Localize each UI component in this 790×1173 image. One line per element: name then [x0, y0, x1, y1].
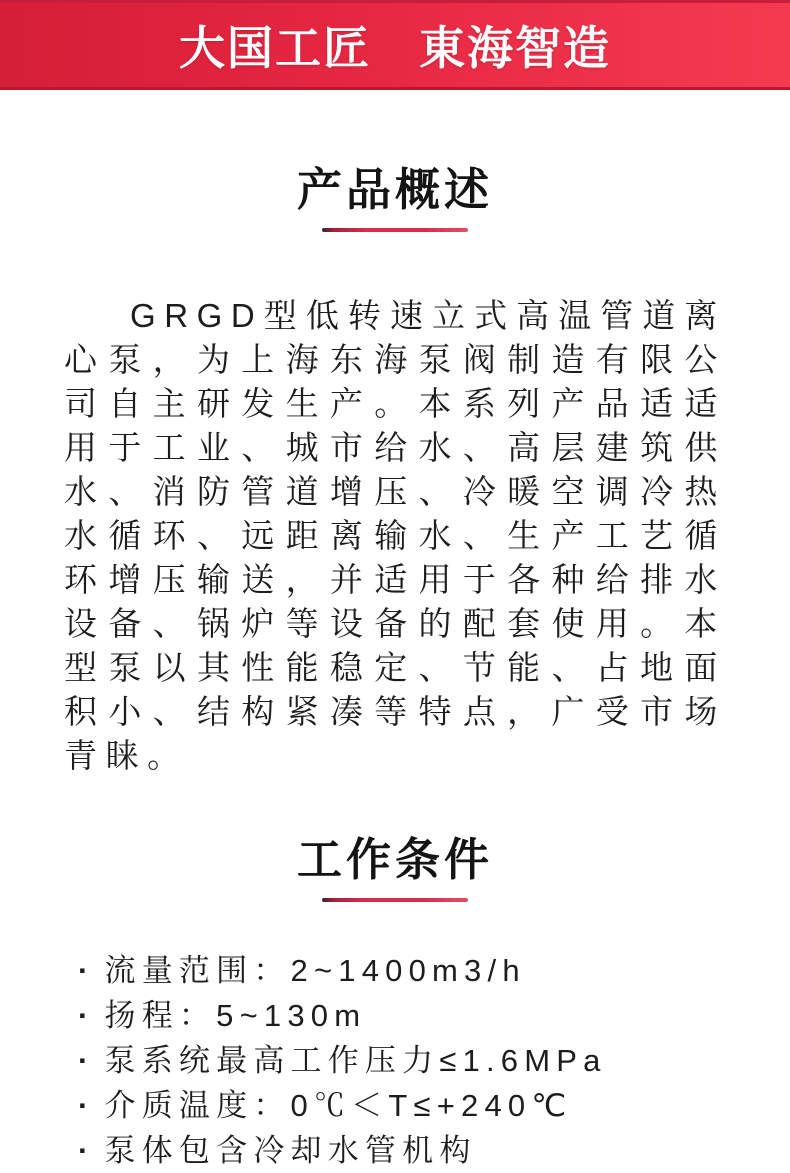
bullet-icon: · — [78, 998, 95, 1033]
conditions-list — [78, 948, 750, 1173]
conditions-heading: 工作条件 — [296, 834, 493, 885]
condition-item-text: 泵系统最高工作压力≤1.6MPa — [104, 1043, 607, 1078]
overview-heading-underline — [322, 228, 468, 232]
bullet-icon: · — [78, 1043, 95, 1078]
banner-title: 大国工匠 東海智造 — [179, 22, 611, 74]
conditions-section — [0, 836, 790, 1173]
condition-item-text: 泵体包含冷却水管机构 — [104, 1133, 477, 1168]
overview-section — [0, 166, 790, 778]
condition-item-text: 扬程：5~130m — [104, 998, 367, 1033]
condition-item-text: 流量范围：2~1400m3/h — [104, 953, 526, 988]
condition-item-max-pressure — [78, 1038, 750, 1083]
bullet-icon: · — [78, 1088, 95, 1123]
bullet-icon: · — [78, 1133, 95, 1168]
conditions-heading-underline — [322, 898, 468, 902]
overview-paragraph: GRGD型低转速立式高温管道离心泵，为上海东海泵阀制造有限公司自主研发生产。本系列产品适适用于工业、城市给水、高层建筑供水、消防管道增压、冷暖空调冷热水循环、远距离输水、生产工艺循环增压输送，并适用于各种给排水设备、锅炉等设备的配套使用。本型泵以其性能稳定、节能、占地面积小、结构紧凑等特点，广受市场青睐。 — [64, 297, 726, 774]
condition-item-medium-temperature — [78, 1083, 750, 1128]
condition-item-flow-range — [78, 948, 750, 993]
condition-item-text: 介质温度：0℃＜T≤+240℃ — [104, 1088, 573, 1123]
bullet-icon: · — [78, 953, 95, 988]
condition-item-head — [78, 993, 750, 1038]
overview-heading: 产品概述 — [296, 164, 493, 215]
top-banner — [0, 0, 790, 90]
condition-item-cooling-pipe — [78, 1128, 750, 1173]
